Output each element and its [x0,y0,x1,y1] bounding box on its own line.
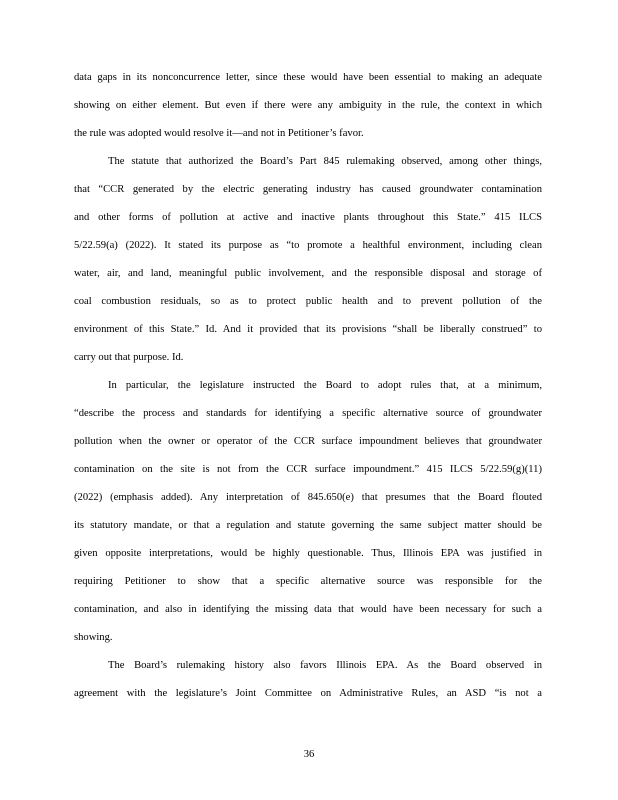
body-line-6: and other forms of pollution at active and inactive plants throughout this State.” 415 ILCS [74,212,542,223]
body-line-16: (2022) (emphasis added). Any interpretation of 845.650(e) that presumes that the Board flouted [74,492,542,503]
body-line-12: In particular, the legislature instructed the Board to adopt rules that, at a minimum, [108,380,542,391]
page-number: 36 [303,749,315,760]
body-line-10: environment of this State.” Id. And it provided that its provisions “shall be liberally construed” to [74,324,542,335]
body-line-23: agreement with the legislature’s Joint Committee on Administrative Rules, an ASD “is not a [74,688,542,699]
body-line-11: carry out that purpose. Id. [74,352,184,363]
body-line-21: showing. [74,632,113,643]
body-line-1: data gaps in its nonconcurrence letter, since these would have been essential to making an adequate [74,72,542,83]
body-line-13: “describe the process and standards for identifying a specific alternative source of groundwater [74,408,542,419]
body-line-3: the rule was adopted would resolve it—and not in Petitioner’s favor. [74,128,364,139]
body-line-2: showing on either element. But even if there were any ambiguity in the rule, the context in which [74,100,542,111]
body-line-8: water, air, and land, meaningful public involvement, and the responsible disposal and storage of [74,268,542,279]
body-line-17: its statutory mandate, or that a regulation and statute governing the same subject matter should be [74,520,542,531]
body-line-19: requiring Petitioner to show that a specific alternative source was responsible for the [74,576,542,587]
body-line-20: contamination, and also in identifying the missing data that would have been necessary for such a [74,604,542,615]
body-line-22: The Board’s rulemaking history also favors Illinois EPA. As the Board observed in [108,660,542,671]
body-line-7: 5/22.59(a) (2022). It stated its purpose as “to promote a healthful environment, including clean [74,240,542,251]
body-line-5: that “CCR generated by the electric generating industry has caused groundwater contamination [74,184,542,195]
body-line-4: The statute that authorized the Board’s Part 845 rulemaking observed, among other things, [108,156,542,167]
body-line-9: coal combustion residuals, so as to protect public health and to prevent pollution of the [74,296,542,307]
body-line-14: pollution when the owner or operator of the CCR surface impoundment believes that groundwater [74,436,542,447]
body-line-15: contamination on the site is not from the CCR surface impoundment.” 415 ILCS 5/22.59(g)(11) [74,464,542,475]
body-line-18: given opposite interpretations, would be highly questionable. Thus, Illinois EPA was justified in [74,548,542,559]
